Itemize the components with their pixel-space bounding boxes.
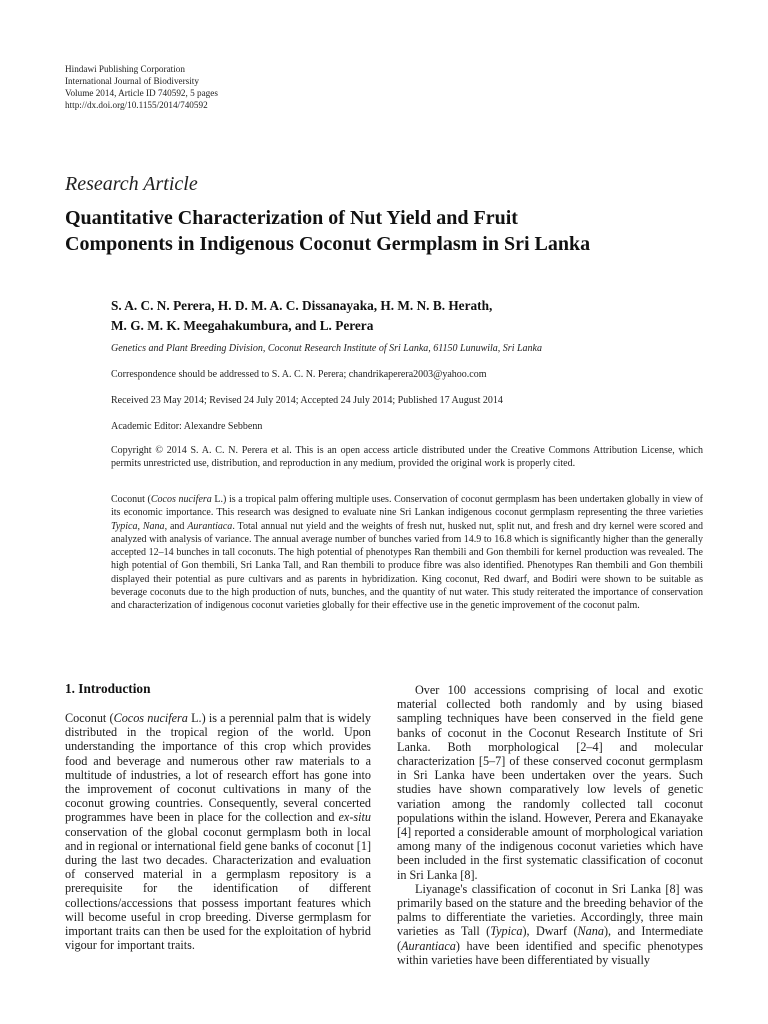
- paragraph: [65, 711, 371, 952]
- section-heading-introduction: 1. Introduction: [65, 681, 151, 696]
- body-text: Coconut (: [65, 711, 114, 725]
- abstract-species: Cocos nucifera: [150, 494, 212, 505]
- journal-name: International Journal of Biodiversity: [65, 76, 199, 86]
- paragraph: [397, 882, 703, 967]
- body-text: ), and Intermediate (: [397, 924, 703, 953]
- body-column-left: [65, 711, 371, 952]
- body-italic: Aurantiaca: [401, 938, 456, 953]
- authors-line-1: S. A. C. N. Perera, H. D. M. A. C. Dissanayaka, H. M. N. B. Herath,: [111, 298, 493, 313]
- abstract-text: ,: [137, 520, 143, 532]
- body-text: ), Dwarf (: [522, 924, 578, 939]
- body-italic: Cocos nucifera: [113, 711, 188, 725]
- abstract-text: . Total annual nut yield and the weights of fresh nut, husked nut, split nut, and fresh and dry kernel were scored and analyzed with analysis of variance. The annual average number of bunches varied from 14.9 to 16.8 which is significantly higher than the generally accepted 12–14 bunches in tall coconuts. The high potential of phenotypes Ran thembili and Gon thembili for kernel production was revealed. The high potential of Gon thembili, Sri Lanka Tall, and Ran thembili to produce fibre was also identified. Phenotypes Ran thembili and Gon thembili displayed their potential as pure cultivars and as parents in hybridization. King coconut, Red dwarf, and Bodiri were shown to be suitable as beverage coconuts due to the high production of nuts, bunches, and the quantity of nut water. This study reiterated the importance of conservation and characterization of indigenous coconut varieties globally for their effective use in the genetic improvement of the coconut palm.: [111, 520, 703, 612]
- journal-header: [65, 63, 218, 111]
- publication-dates: Received 23 May 2014; Revised 24 July 2014; Accepted 24 July 2014; Published 17 August 2014: [111, 395, 503, 406]
- abstract-variety: Aurantiaca: [187, 520, 233, 532]
- abstract: [111, 493, 703, 613]
- body-italic: Typica: [490, 924, 523, 939]
- body-text: L.) is a perennial palm that is widely distributed in the tropical region of the world. Upon understanding the importance of this crop which provides food and beverage and numerous other raw materials to a multitude of industries, a lot of research effort has gone into the improvement of coconut cultivations in many of the coconut growing countries. Consequently, several concerted programmes have been in place for the collection and: [65, 711, 372, 825]
- authors-line-2: M. G. M. K. Meegahakumbura, and L. Perera: [111, 318, 374, 333]
- body-text: Liyanage's classification of coconut in Sri Lanka [8] was primarily based on the stature and the breeding behavior of the palms to differentiate the varieties. Accordingly, three main varieties as Tall (: [397, 881, 703, 939]
- article-type: Research Article: [65, 173, 198, 195]
- title-line-2: Components in Indigenous Coconut Germplasm in Sri Lanka: [65, 233, 591, 255]
- copyright-notice: Copyright © 2014 S. A. C. N. Perera et al. This is an open access article distributed under the Creative Commons Attribution License, which permits unrestricted use, distribution, and reproduction in any medium, provided the original work is properly cited.: [111, 445, 703, 469]
- abstract-variety: Nana: [142, 520, 165, 532]
- body-text: ) have been identified and specific phenotypes within varieties have been differentiated by visually: [397, 938, 703, 967]
- doi-link[interactable]: http://dx.doi.org/10.1155/2014/740592: [65, 100, 208, 110]
- affiliation: Genetics and Plant Breeding Division, Coconut Research Institute of Sri Lanka, 61150 Lunuwila, Sri Lanka: [111, 343, 542, 354]
- abstract-text: L.) is a tropical palm offering multiple uses. Conservation of coconut germplasm has been undertaken globally in view of its economic importance. This research was designed to evaluate nine Sri Lankan indigenous coconut germplasm representing the three varieties: [111, 494, 704, 519]
- paragraph: Over 100 accessions comprising of local and exotic material collected both randomly and by using biased sampling techniques have been conserved in the field gene banks of coconut in the Coconut Research Institute of Sri Lanka. Both morphological [2–4] and molecular characterization [5–7] of these conserved coconut germplasm in Sri Lanka have been undertaken over the years. Such studies have shown comparatively low levels of genetic variation among the randomly collected tall coconut populations within the island. However, Perera and Ekanayake [4] reported a considerable amount of morphological variation among many of the indigenous coconut varieties which have been included in the first systematic classification of coconut in Sri Lanka [8].: [397, 683, 703, 882]
- academic-editor: Academic Editor: Alexandre Sebbenn: [111, 421, 263, 432]
- author-list: [111, 296, 711, 336]
- article-title: [65, 205, 715, 257]
- abstract-variety: Typica: [111, 520, 138, 532]
- publisher-name: Hindawi Publishing Corporation: [65, 64, 185, 74]
- abstract-text: Coconut (: [111, 494, 151, 505]
- correspondence[interactable]: Correspondence should be addressed to S. A. C. N. Perera; chandrikaperera2003@yahoo.com: [111, 369, 487, 380]
- body-italic: ex-situ: [338, 810, 371, 825]
- title-line-1: Quantitative Characterization of Nut Yield and Fruit: [65, 207, 518, 229]
- body-text: conservation of the global coconut germplasm both in local and in regional or international field gene banks of coconut [1] during the last two decades. Characterization and evaluation of conserved material in a germplasm repository is a prerequisite for the identification of different collections/accessions that possess important features which will become useful in crop breeding. Diverse germplasm for important traits can then be used for the exploitation of hybrid vigour for important traits.: [65, 824, 371, 953]
- abstract-text: , and: [164, 520, 188, 532]
- body-italic: Nana: [577, 924, 604, 939]
- body-column-right: [397, 683, 703, 967]
- volume-info: Volume 2014, Article ID 740592, 5 pages: [65, 88, 218, 98]
